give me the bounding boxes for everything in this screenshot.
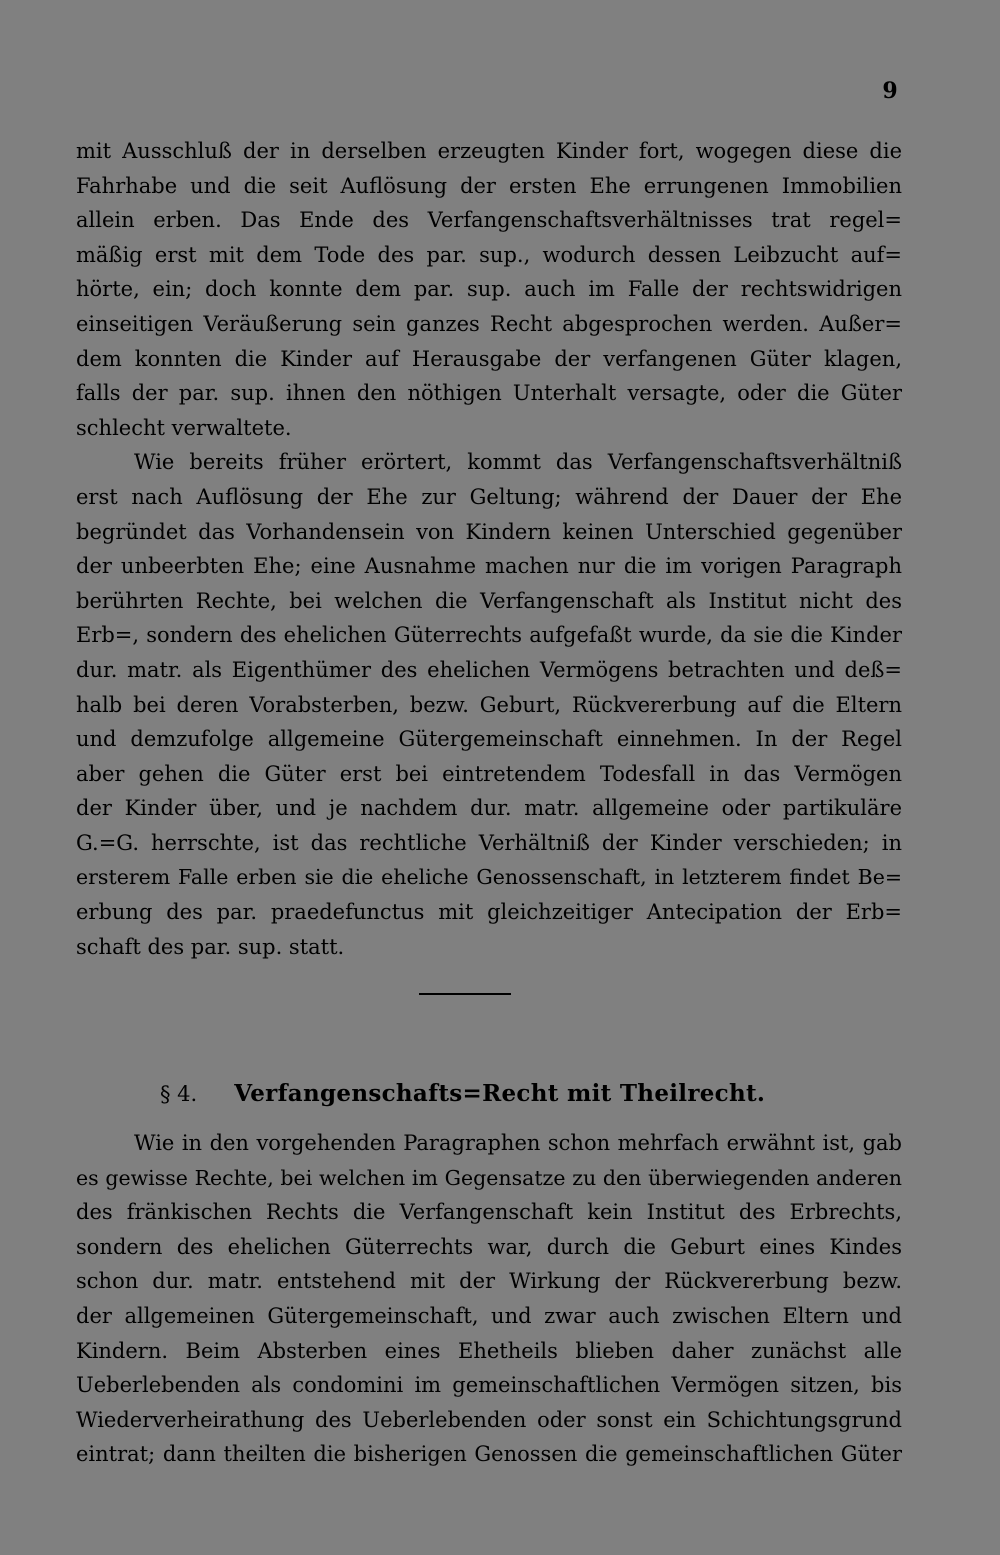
- text-line: und demzufolge allgemeine Gütergemeinschaft einnehmen. In der Regel: [76, 727, 902, 752]
- text-line: einseitigen Veräußerung sein ganzes Recht abgesprochen werden. Außer=: [76, 311, 902, 336]
- text-line: sondern des ehelichen Güterrechts war, durch die Geburt eines Kindes: [76, 1234, 902, 1259]
- text-line: hörte, ein; doch konnte dem par. sup. auch im Falle der rechtswidrigen: [76, 277, 902, 302]
- text-line: erst nach Auflösung der Ehe zur Geltung; während der Dauer der Ehe: [76, 484, 902, 509]
- text-line: schon dur. matr. entstehend mit der Wirkung der Rückvererbung bezw.: [76, 1269, 902, 1294]
- section-divider: [419, 993, 511, 995]
- section-title: Verfangenschafts=Recht mit Theilrecht.: [234, 1080, 766, 1107]
- text-line: Wiederverheirathung des Ueberlebenden oder sonst ein Schichtungsgrund: [76, 1407, 902, 1432]
- page-number: 9: [882, 78, 898, 104]
- section-heading: [160, 1076, 860, 1112]
- text-line: Wie bereits früher erörtert, kommt das Verfangenschaftsverhältniß: [134, 450, 902, 475]
- text-line: es gewisse Rechte, bei welchen im Gegensatze zu den überwiegenden anderen: [76, 1165, 902, 1190]
- text-line: dur. matr. als Eigenthümer des ehelichen Vermögens betrachten und deß=: [76, 657, 902, 682]
- text-line: halb bei deren Vorabsterben, bezw. Geburt, Rückvererbung auf die Eltern: [76, 692, 902, 717]
- text-line: der allgemeinen Gütergemeinschaft, und zwar auch zwischen Eltern und: [76, 1303, 902, 1328]
- text-line: G.=G. herrschte, ist das rechtliche Verhältniß der Kinder verschieden; in: [76, 830, 902, 855]
- body-text-upper: [76, 134, 902, 964]
- text-line: aber gehen die Güter erst bei eintretendem Todesfall in das Vermögen: [76, 761, 902, 786]
- body-text-lower: [76, 1126, 902, 1472]
- text-line: begründet das Vorhandensein von Kindern keinen Unterschied gegenüber: [76, 519, 902, 544]
- text-line: der unbeerbten Ehe; eine Ausnahme machen nur die im vorigen Paragraph: [76, 554, 902, 579]
- text-line: Ueberlebenden als condomini im gemeinschaftlichen Vermögen sitzen, bis: [76, 1373, 902, 1398]
- text-line: erbung des par. praedefunctus mit gleichzeitiger Antecipation der Erb=: [76, 900, 902, 925]
- text-line: falls der par. sup. ihnen den nöthigen Unterhalt versagte, oder die Güter: [76, 381, 902, 406]
- text-line: schlecht verwaltete.: [76, 415, 292, 440]
- text-line: des fränkischen Rechts die Verfangenschaft kein Institut des Erbrechts,: [76, 1200, 902, 1225]
- text-line: Kindern. Beim Absterben eines Ehetheils blieben daher zunächst alle: [76, 1338, 902, 1363]
- text-line: allein erben. Das Ende des Verfangenschaftsverhältnisses trat regel=: [76, 208, 902, 233]
- text-line: Wie in den vorgehenden Paragraphen schon mehrfach erwähnt ist, gab: [134, 1131, 902, 1155]
- text-line: eintrat; dann theilten die bisherigen Genossen die gemeinschaftlichen Güter: [76, 1442, 902, 1467]
- text-line: der Kinder über, und je nachdem dur. matr. allgemeine oder partikuläre: [76, 796, 902, 821]
- text-line: mit Ausschluß der in derselben erzeugten Kinder fort, wogegen diese die: [76, 139, 902, 163]
- section-number: § 4.: [160, 1082, 198, 1106]
- text-line: mäßig erst mit dem Tode des par. sup., wodurch dessen Leibzucht auf=: [76, 242, 902, 267]
- text-line: ersterem Falle erben sie die eheliche Genossenschaft, in letzterem findet Be=: [76, 865, 902, 890]
- text-line: dem konnten die Kinder auf Herausgabe der verfangenen Güter klagen,: [76, 346, 902, 371]
- text-line: berührten Rechte, bei welchen die Verfangenschaft als Institut nicht des: [76, 588, 902, 613]
- text-line: schaft des par. sup. statt.: [76, 934, 345, 959]
- text-line: Fahrhabe und die seit Auflösung der ersten Ehe errungenen Immobilien: [76, 173, 902, 198]
- text-line: Erb=, sondern des ehelichen Güterrechts aufgefaßt wurde, da sie die Kinder: [76, 623, 902, 648]
